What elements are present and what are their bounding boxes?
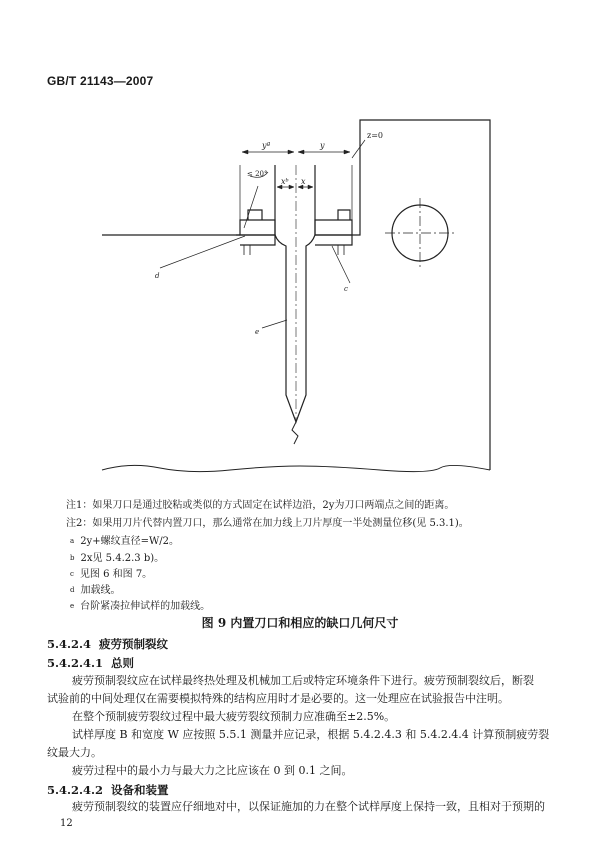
specimen-outline-right bbox=[315, 120, 490, 470]
label-y: y bbox=[320, 141, 325, 150]
knife-edge-left-tab bbox=[248, 210, 262, 220]
notch-slot bbox=[275, 235, 315, 422]
knife-edge-right-tab bbox=[338, 210, 350, 220]
knife-block-right bbox=[315, 235, 352, 245]
footnote-c: $^c$ 见图 6 和图 7。 bbox=[70, 569, 153, 580]
standard-code: GB/T 21143—2007 bbox=[47, 74, 154, 88]
label-z0: z=0 bbox=[367, 131, 384, 140]
paragraph-2: 在整个预制疲劳裂纹过程中最大疲劳裂纹预制力应准确至±2.5%。 bbox=[72, 710, 396, 723]
footnote-e: $^e$ 台阶紧凑拉伸试样的加载线。 bbox=[70, 601, 211, 612]
knife-edge-left bbox=[240, 220, 275, 235]
label-angle: ≤ 20° bbox=[247, 170, 268, 178]
section-5-4-2-4-1-heading: 5.4.2.4.1 总则 bbox=[47, 656, 135, 670]
footnote-b: $^b$ 2x见 5.4.2.3 b)。 bbox=[70, 553, 165, 564]
paragraph-4: 疲劳过程中的最小力与最大力之比应该在 0 到 0.1 之间。 bbox=[72, 764, 353, 777]
knife-edge-right bbox=[315, 220, 352, 235]
note-2: 注2：如果用刀片代替内置刀口，那么通常在加力线上刀片厚度一半处测量位移(见 5.3.1)。 bbox=[66, 518, 469, 529]
label-d: d bbox=[155, 272, 160, 280]
paragraph-3-line-2: 纹最大力。 bbox=[47, 746, 102, 759]
label-e: e bbox=[255, 328, 260, 336]
leader-c bbox=[332, 246, 350, 283]
leader-e bbox=[262, 320, 287, 328]
knife-block-left bbox=[236, 235, 275, 245]
crack-tip bbox=[292, 422, 298, 444]
figure-caption: 图 9 内置刀口和相应的缺口几何尺寸 bbox=[201, 616, 399, 630]
footnote-a: $^a$ 2y+螺纹直径=W/2。 bbox=[70, 536, 179, 547]
paragraph-5: 疲劳预制裂纹的装置应仔细地对中，以保证施加的力在整个试样厚度上保持一致，且相对于预期的 bbox=[72, 800, 545, 813]
label-y-star: yª bbox=[262, 141, 271, 150]
paragraph-1-line-2: 试验前的中间处理仅在需要模拟特殊的结构应用时才是必要的。这一处理应在试验报告中注明。 bbox=[47, 692, 509, 705]
footnote-d: $^d$ 加载线。 bbox=[70, 585, 121, 596]
hole-centerlines bbox=[385, 198, 455, 268]
page-number: 12 bbox=[60, 818, 73, 829]
leader-z0 bbox=[352, 140, 365, 158]
note-1: 注1：如果刀口是通过胶粘或类似的方式固定在试样边沿，2y为刀口两端点之间的距离。 bbox=[66, 500, 455, 511]
notch-mouth bbox=[275, 165, 315, 235]
paragraph-3-line-1: 试样厚度 B 和宽度 W 应按照 5.5.1 测量并应记录，根据 5.4.2.4.3 和 5.4.2.4.4 计算预制疲劳裂 bbox=[72, 728, 550, 741]
label-x-star: xᵇ bbox=[281, 177, 289, 186]
break-line bbox=[102, 465, 490, 471]
label-c: c bbox=[344, 285, 348, 293]
paragraph-1-line-1: 疲劳预制裂纹应在试样最终热处理及机械加工后或特定环境条件下进行。疲劳预制裂纹后，断裂 bbox=[72, 674, 534, 687]
section-5-4-2-4-heading: 5.4.2.4 疲劳预制裂纹 bbox=[47, 637, 169, 651]
leader-d bbox=[160, 236, 245, 268]
label-x: x bbox=[301, 177, 306, 186]
angle-line bbox=[244, 186, 258, 228]
section-5-4-2-4-2-heading: 5.4.2.4.2 设备和装置 bbox=[47, 783, 169, 797]
